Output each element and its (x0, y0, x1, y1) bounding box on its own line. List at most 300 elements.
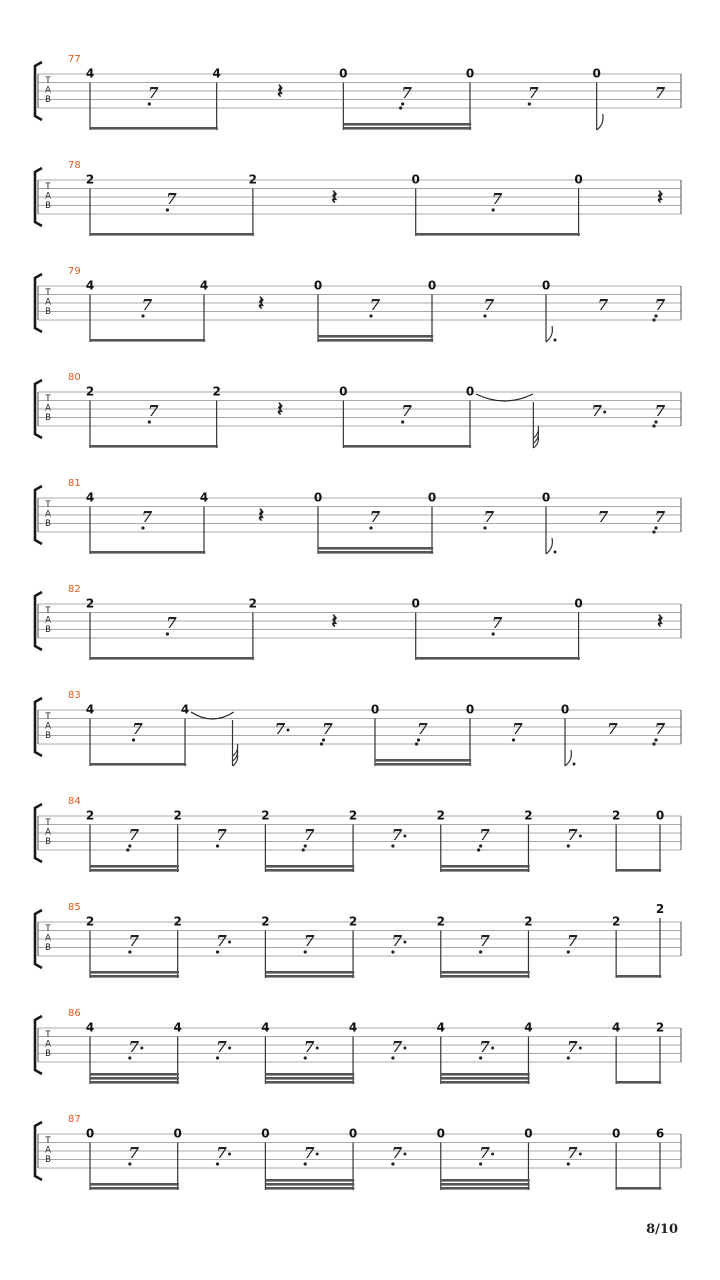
fret-number: 2 (261, 808, 270, 823)
duration-dot (403, 941, 406, 944)
duration-dot (228, 941, 231, 944)
beam (616, 975, 661, 978)
rest-flag-dot (654, 738, 657, 741)
tab-clef-letter: B (45, 95, 51, 105)
tab-clef-letter: A (45, 85, 51, 96)
fret-number: 0 (339, 384, 348, 399)
fret-number: 0 (370, 702, 380, 717)
rest-sixteenth: 7 (483, 508, 495, 526)
tab-clef-letter: A (45, 615, 51, 626)
fret-number: 4 (199, 278, 209, 293)
rest-thirtysecond: 7 (417, 720, 428, 738)
rest-flag-dot (654, 526, 657, 529)
duration-dot (316, 1153, 319, 1156)
beam (441, 971, 530, 974)
rest-flag-dot (132, 738, 135, 741)
rest-flag-dot (216, 844, 219, 847)
beam (265, 1077, 354, 1080)
fret-number: 4 (173, 1020, 182, 1035)
fret-number: 0 (465, 66, 475, 81)
tab-system (35, 54, 681, 130)
beam (90, 445, 218, 448)
rest-flag-dot (492, 632, 495, 635)
rest-quarter: 𝄽 (257, 503, 265, 527)
duration-dot (403, 835, 406, 838)
rest-quarter: 𝄽 (276, 79, 284, 103)
fret-number: 2 (348, 914, 358, 929)
rest-flag-dot (369, 526, 372, 529)
rest-flag-dot (216, 1162, 219, 1165)
duration-dot (579, 835, 582, 838)
beam (318, 335, 433, 338)
rest-sixteenth: 7 (141, 296, 153, 314)
tab-clef-letter: A (45, 191, 51, 202)
rest-quarter: 𝄽 (656, 609, 664, 633)
beam (90, 1081, 179, 1084)
beam (318, 547, 433, 550)
beam (441, 869, 530, 872)
fret-number: 0 (560, 702, 570, 717)
tab-clef-letter: B (45, 625, 51, 635)
beam (265, 869, 354, 872)
beam (441, 1077, 530, 1080)
tab-system (35, 1008, 681, 1084)
rest-flag-dot (399, 106, 402, 109)
tab-clef-letter: A (45, 297, 51, 308)
rest-quarter: 𝄽 (257, 291, 265, 315)
fret-number: 4 (611, 1020, 621, 1035)
tie-arc (191, 712, 234, 719)
beam (318, 551, 433, 554)
rest-sixteenth: 7 (128, 1144, 140, 1162)
fret-number: 0 (611, 1126, 621, 1141)
rest-thirtysecond: 7 (322, 720, 333, 738)
rest-flag-dot (304, 950, 307, 953)
beam (343, 445, 471, 448)
fret-number: 4 (212, 66, 221, 81)
tab-system (35, 584, 681, 660)
beam (375, 759, 471, 762)
rest-flag-dot (652, 424, 655, 427)
duration-dot (579, 1153, 582, 1156)
measure-number: 77 (68, 54, 81, 65)
rest-flag-dot (304, 1162, 307, 1165)
tab-clef-letter: T (45, 924, 51, 934)
rest-flag-dot (126, 848, 129, 851)
beam (90, 869, 179, 872)
tab-clef-letter: A (45, 933, 51, 944)
rest-thirtysecond: 7 (654, 508, 666, 526)
measure-number: 82 (68, 584, 81, 595)
rest-flag-dot (528, 102, 531, 105)
tab-system (35, 160, 681, 236)
rest-sixteenth: 7 (369, 296, 381, 314)
tab-clef-letter: T (45, 394, 51, 404)
tab-clef-letter: T (45, 500, 51, 510)
rest-flag-dot (369, 314, 372, 317)
fret-number: 0 (465, 384, 475, 399)
rest-thirtysecond: 7 (479, 826, 490, 844)
beam (265, 971, 354, 974)
beam (441, 1187, 530, 1190)
beam (265, 975, 354, 978)
rest-thirtysecond: 7 (654, 402, 666, 420)
rest-sixteenth: 7 (567, 826, 578, 844)
measure-number: 80 (68, 372, 81, 383)
note-flag (597, 114, 603, 130)
fret-number: 2 (85, 596, 95, 611)
tab-system (35, 478, 681, 554)
duration-dot (573, 763, 576, 766)
beam (265, 865, 354, 868)
tab-system (35, 266, 681, 342)
beam (90, 865, 179, 868)
fret-number: 0 (541, 490, 551, 505)
rest-flag-dot (141, 526, 144, 529)
beam (441, 1179, 530, 1182)
tab-system (35, 690, 681, 766)
rest-sixteenth: 7 (479, 932, 490, 950)
rest-sixteenth: 7 (391, 932, 403, 950)
rest-sixteenth: 7 (479, 1038, 490, 1056)
tab-clef-letter: T (45, 1030, 51, 1040)
beam (90, 1073, 179, 1076)
rest-flag-dot (302, 848, 305, 851)
rest-sixteenth: 7 (148, 402, 159, 420)
duration-dot (140, 1047, 143, 1050)
fret-number: 4 (348, 1020, 358, 1035)
fret-number: 2 (85, 808, 95, 823)
rest-sixteenth: 7 (148, 84, 159, 102)
rest-sixteenth: 7 (491, 614, 503, 632)
rest-eighth: 7 (654, 84, 666, 102)
rest-sixteenth: 7 (216, 1144, 227, 1162)
rest-sixteenth: 7 (512, 720, 523, 738)
rest-thirtysecond: 7 (654, 296, 666, 314)
fret-number: 0 (173, 1126, 182, 1141)
rest-sixteenth: 7 (128, 1038, 140, 1056)
measure-number: 86 (68, 1008, 81, 1019)
rest-flag-dot (479, 950, 482, 953)
rest-flag-dot (479, 1056, 482, 1059)
rest-quarter: 𝄽 (276, 397, 284, 421)
fret-number: 2 (85, 914, 95, 929)
beam (616, 869, 661, 872)
rest-sixteenth: 7 (304, 1038, 315, 1056)
tab-clef-letter: T (45, 288, 51, 298)
fret-number: 0 (411, 596, 420, 611)
rest-flag-dot (391, 844, 394, 847)
rest-flag-dot (654, 420, 657, 423)
fret-number: 4 (85, 702, 95, 717)
rest-flag-dot (128, 1162, 131, 1165)
rest-sixteenth: 7 (391, 826, 403, 844)
fret-number: 4 (180, 702, 190, 717)
fret-number: 4 (261, 1020, 270, 1035)
rest-flag-dot (148, 420, 151, 423)
beam (416, 233, 580, 236)
tab-clef-letter: B (45, 519, 51, 529)
rest-sixteenth: 7 (304, 1144, 315, 1162)
rest-eighth: 7 (597, 296, 609, 314)
beam (616, 1187, 661, 1190)
tab-clef-letter: A (45, 721, 51, 732)
beam (343, 127, 471, 130)
tie-arc (476, 394, 533, 401)
tab-clef-letter: B (45, 413, 51, 423)
rest-sixteenth: 7 (216, 932, 227, 950)
rest-flag-dot (128, 844, 131, 847)
rest-thirtysecond: 7 (128, 826, 140, 844)
rest-flag-dot (567, 844, 570, 847)
rest-flag-dot (141, 314, 144, 317)
tab-clef-letter: T (45, 712, 51, 722)
beam (441, 865, 530, 868)
duration-dot (491, 1153, 494, 1156)
rest-eighth: 7 (591, 402, 602, 420)
beam (90, 657, 254, 660)
rest-flag-dot (216, 1056, 219, 1059)
rest-flag-dot (567, 950, 570, 953)
tab-clef-letter: A (45, 1039, 51, 1050)
rest-flag-dot (492, 208, 495, 211)
rest-sixteenth: 7 (216, 1038, 227, 1056)
duration-dot (403, 1047, 406, 1050)
rest-flag-dot (652, 530, 655, 533)
rest-sixteenth: 7 (528, 84, 539, 102)
rest-flag-dot (512, 738, 515, 741)
rest-eighth: 7 (607, 720, 618, 738)
rest-sixteenth: 7 (567, 1144, 578, 1162)
rest-sixteenth: 7 (166, 190, 177, 208)
rest-flag-dot (415, 742, 418, 745)
fret-number: 0 (465, 702, 475, 717)
tab-system (35, 902, 681, 978)
tab-clef-letter: A (45, 509, 51, 520)
duration-dot (491, 1047, 494, 1050)
rest-sixteenth: 7 (567, 1038, 578, 1056)
fret-number: 4 (199, 490, 209, 505)
tab-clef-letter: B (45, 1049, 51, 1059)
rest-quarter: 𝄽 (331, 185, 338, 209)
tab-clef-letter: T (45, 182, 51, 192)
rest-flag-dot (479, 844, 482, 847)
tab-clef-letter: T (45, 1136, 51, 1146)
fret-number: 4 (85, 1020, 95, 1035)
fret-number: 2 (611, 914, 621, 929)
rest-sixteenth: 7 (166, 614, 177, 632)
fret-number: 0 (261, 1126, 270, 1141)
fret-number: 0 (339, 66, 348, 81)
rest-flag-dot (652, 318, 655, 321)
rest-sixteenth: 7 (479, 1144, 490, 1162)
fret-number: 4 (85, 490, 95, 505)
rest-flag-dot (322, 738, 325, 741)
rest-sixteenth: 7 (491, 190, 503, 208)
rest-flag-dot (479, 1162, 482, 1165)
fret-number: 0 (427, 490, 437, 505)
tab-clef-letter: T (45, 76, 51, 86)
fret-number: 2 (261, 914, 270, 929)
fret-number: 2 (248, 172, 258, 187)
note-flag (565, 750, 571, 766)
beam (265, 1187, 354, 1190)
beam (90, 233, 254, 236)
tab-clef-letter: B (45, 307, 51, 317)
rest-eighth: 7 (274, 720, 286, 738)
fret-number: 2 (524, 808, 533, 823)
tab-system (35, 372, 681, 448)
tab-clef-letter: A (45, 1145, 51, 1156)
rest-flag-dot (128, 1056, 131, 1059)
fret-number: 2 (173, 914, 182, 929)
beam (265, 1073, 354, 1076)
fret-number: 2 (173, 808, 182, 823)
rest-flag-dot (128, 950, 131, 953)
rest-flag-dot (652, 742, 655, 745)
duration-dot (287, 729, 290, 732)
tab-clef-letter: A (45, 403, 51, 414)
rest-thirtysecond: 7 (654, 720, 666, 738)
rest-flag-dot (483, 314, 486, 317)
rest-flag-dot (567, 1056, 570, 1059)
tab-system (35, 1114, 681, 1190)
fret-number: 2 (348, 808, 358, 823)
rest-flag-dot (391, 950, 394, 953)
fret-number: 2 (212, 384, 221, 399)
rest-sixteenth: 7 (401, 402, 412, 420)
beam (441, 975, 530, 978)
fret-number: 2 (655, 1020, 665, 1035)
measure-number: 87 (68, 1114, 81, 1125)
rest-flag-dot (401, 420, 404, 423)
rest-thirtysecond: 7 (401, 84, 412, 102)
fret-number: 4 (85, 66, 95, 81)
rest-sixteenth: 7 (304, 932, 315, 950)
beam (265, 1179, 354, 1182)
rest-sixteenth: 7 (391, 1038, 403, 1056)
rest-eighth: 7 (597, 508, 609, 526)
rest-sixteenth: 7 (567, 932, 578, 950)
measure-number: 78 (68, 160, 81, 171)
fret-number: 2 (436, 808, 445, 823)
rest-sixteenth: 7 (216, 826, 227, 844)
rest-flag-dot (391, 1162, 394, 1165)
duration-dot (579, 1047, 582, 1050)
measure-number: 81 (68, 478, 81, 489)
beam (265, 1081, 354, 1084)
rest-sixteenth: 7 (141, 508, 153, 526)
beam (441, 1183, 530, 1186)
page-number: 8/10 (646, 1222, 678, 1237)
tab-system (35, 796, 681, 872)
fret-number: 2 (655, 902, 665, 916)
note-flag (546, 326, 552, 342)
fret-number: 0 (411, 172, 420, 187)
rest-flag-dot (477, 848, 480, 851)
beam (441, 1073, 530, 1076)
fret-number: 0 (313, 490, 323, 505)
rest-sixteenth: 7 (132, 720, 143, 738)
rest-flag-dot (320, 742, 323, 745)
fret-number: 0 (574, 172, 583, 187)
rest-quarter: 𝄽 (331, 609, 338, 633)
beam (90, 971, 179, 974)
rest-flag-dot (391, 1056, 394, 1059)
beam (90, 339, 205, 342)
fret-number: 0 (655, 808, 665, 823)
duration-dot (554, 551, 557, 554)
fret-number: 0 (348, 1126, 358, 1141)
tab-clef-letter: T (45, 818, 51, 828)
tab-clef-letter: B (45, 1155, 51, 1165)
rest-flag-dot (304, 844, 307, 847)
fret-number: 2 (248, 596, 258, 611)
rest-flag-dot (148, 102, 151, 105)
fret-number: 0 (85, 1126, 95, 1141)
rest-flag-dot (567, 1162, 570, 1165)
tab-clef-letter: B (45, 943, 51, 953)
fret-number: 2 (611, 808, 621, 823)
fret-number: 4 (85, 278, 95, 293)
measure-number: 84 (68, 796, 81, 807)
tab-clef-letter: T (45, 606, 51, 616)
note-flag (546, 538, 552, 554)
tab-clef-letter: B (45, 837, 51, 847)
fret-number: 0 (524, 1126, 533, 1141)
rest-flag-dot (401, 102, 404, 105)
rest-flag-dot (166, 208, 169, 211)
tab-clef-letter: B (45, 201, 51, 211)
beam (265, 1183, 354, 1186)
beam (416, 657, 580, 660)
measure-number: 85 (68, 902, 81, 913)
fret-number: 0 (313, 278, 323, 293)
fret-number: 2 (436, 914, 445, 929)
tab-clef-letter: A (45, 827, 51, 838)
rest-quarter: 𝄽 (656, 185, 664, 209)
tab-clef-letter: B (45, 731, 51, 741)
fret-number: 0 (574, 596, 583, 611)
fret-number: 0 (436, 1126, 445, 1141)
duration-dot (316, 1047, 319, 1050)
beam (90, 1077, 179, 1080)
fret-number: 2 (524, 914, 533, 929)
fret-number: 0 (427, 278, 437, 293)
duration-dot (228, 1153, 231, 1156)
fret-number: 2 (85, 172, 95, 187)
duration-dot (603, 411, 606, 414)
fret-number: 2 (85, 384, 95, 399)
rest-flag-dot (216, 950, 219, 953)
beam (375, 763, 471, 766)
duration-dot (403, 1153, 406, 1156)
beam (616, 1081, 661, 1084)
measure-number: 83 (68, 690, 81, 701)
beam (90, 551, 205, 554)
beam (318, 339, 433, 342)
beam (90, 1187, 179, 1190)
measure-number: 79 (68, 266, 81, 277)
rest-sixteenth: 7 (369, 508, 381, 526)
beam (90, 1183, 179, 1186)
rest-sixteenth: 7 (391, 1144, 403, 1162)
fret-number: 0 (592, 66, 601, 81)
fret-number: 4 (436, 1020, 445, 1035)
rest-flag-dot (483, 526, 486, 529)
rest-flag-dot (304, 1056, 307, 1059)
rest-sixteenth: 7 (483, 296, 495, 314)
